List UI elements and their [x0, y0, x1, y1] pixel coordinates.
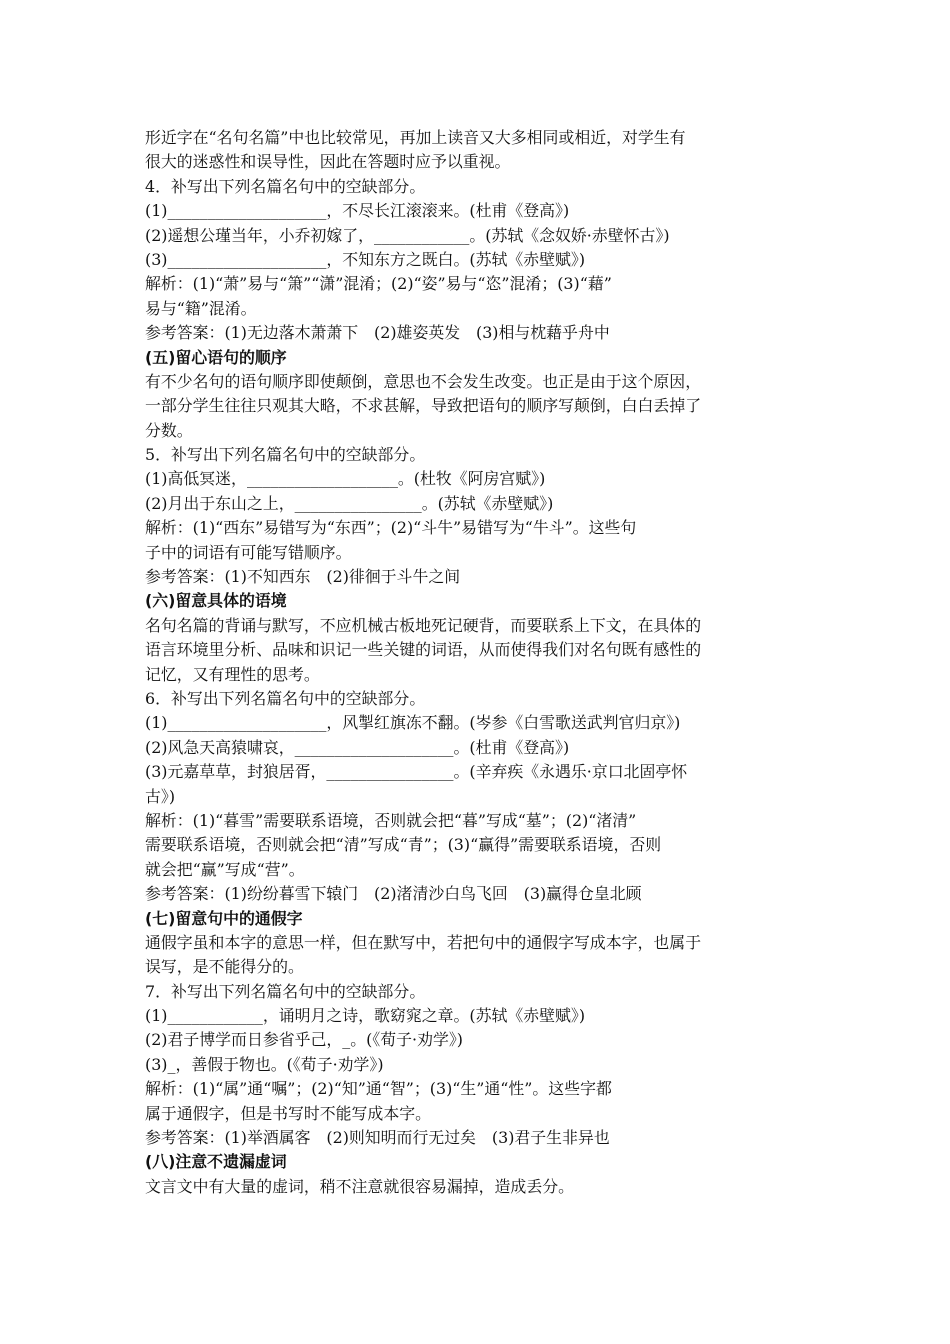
text-line: 属于通假字，但是书写时不能写成本字。	[145, 1103, 431, 1123]
text-line: 参考答案：(1)举酒属客 (2)则知明而行无过矣 (3)君子生非异也	[145, 1128, 610, 1148]
text-line: 子中的词语有可能写错顺序。	[145, 542, 352, 562]
text-line: 语言环境里分析、品味和识记一些关键的词语，从而使得我们对名句既有感性的	[145, 640, 702, 660]
text-line: 参考答案：(1)不知西东 (2)徘徊于斗牛之间	[145, 567, 461, 587]
text-line: 文言文中有大量的虚词，稍不注意就很容易漏掉，造成丢分。	[145, 1176, 574, 1196]
text-line: 4．补写出下列名篇名句中的空缺部分。	[145, 176, 426, 196]
text-line: (2)君子博学而日参省乎己，_。(《荀子·劝学》)	[145, 1030, 464, 1050]
text-line: 一部分学生往往只观其大略，不求甚解，导致把语句的顺序写颠倒，白白丢掉了	[145, 396, 702, 416]
text-line: 很大的迷惑性和误导性，因此在答题时应予以重视。	[145, 152, 511, 172]
text-line: 6．补写出下列名篇名句中的空缺部分。	[145, 688, 426, 708]
text-line: 解析：(1)“属”通“嘱”；(2)“知”通“智”；(3)“生”通“性”。这些字都	[145, 1079, 612, 1099]
text-line: (1)____________________，不尽长江滚滚来。(杜甫《登高》)	[145, 201, 570, 221]
text-line: 误写，是不能得分的。	[145, 957, 304, 977]
text-line: (1)____________，诵明月之诗，歌窈窕之章。(苏轼《赤壁赋》)	[145, 1006, 586, 1026]
text-line: 参考答案：(1)无边落木萧萧下 (2)雄姿英发 (3)相与枕藉乎舟中	[145, 323, 610, 343]
document-page	[145, 126, 815, 1199]
text-line: (3)_，善假于物也。(《荀子·劝学》)	[145, 1054, 384, 1074]
section-heading: (八)注意不遗漏虚词	[145, 1152, 287, 1172]
text-line: 解析：(1)“萧”易与“箫”“潇”混淆；(2)“姿”易与“恣”混淆；(3)“藉”	[145, 274, 612, 294]
text-line: 易与“籍”混淆。	[145, 298, 257, 318]
text-line: (3)元嘉草草，封狼居胥，________________。(辛弃疾《永遇乐·京口北固亭怀	[145, 762, 688, 782]
text-line: 参考答案：(1)纷纷暮雪下辕门 (2)渚清沙白鸟飞回 (3)赢得仓皇北顾	[145, 884, 642, 904]
text-line: 名句名篇的背诵与默写，不应机械古板地死记硬背，而要联系上下文，在具体的	[145, 615, 702, 635]
text-line: 解析：(1)“暮雪”需要联系语境，否则就会把“暮”写成“墓”；(2)“渚清”	[145, 810, 637, 830]
text-line: (2)风急天高猿啸哀，____________________。(杜甫《登高》)	[145, 737, 570, 757]
text-line: (2)遥想公瑾当年，小乔初嫁了，____________。(苏轼《念奴娇·赤壁怀古》)	[145, 225, 670, 245]
text-line: 就会把“赢”写成“营”。	[145, 859, 305, 879]
text-line: (2)月出于东山之上，________________。(苏轼《赤壁赋》)	[145, 493, 554, 513]
text-line: (1)高低冥迷，___________________。(杜牧《阿房宫赋》)	[145, 469, 546, 489]
text-line: 需要联系语境，否则就会把“清”写成“青”；(3)“赢得”需要联系语境，否则	[145, 835, 662, 855]
text-line: 有不少名句的语句顺序即使颠倒，意思也不会发生改变。也正是由于这个原因，	[145, 371, 702, 391]
text-line: 解析：(1)“西东”易错写为“东西”；(2)“斗牛”易错写为“牛斗”。这些句	[145, 518, 637, 538]
text-line: 形近字在“名句名篇”中也比较常见，再加上读音又大多相同或相近，对学生有	[145, 128, 686, 147]
text-line: 通假字虽和本字的意思一样，但在默写中，若把句中的通假字写成本字，也属于	[145, 932, 702, 952]
section-heading: (六)留意具体的语境	[145, 591, 287, 611]
text-line: 5．补写出下列名篇名句中的空缺部分。	[145, 445, 426, 465]
text-line: (1)____________________，风掣红旗冻不翻。(岑参《白雪歌送武判官归京》)	[145, 713, 681, 733]
text-line: (3)____________________，不知东方之既白。(苏轼《赤壁赋》)	[145, 249, 586, 269]
section-heading: (七)留意句中的通假字	[145, 908, 303, 928]
text-line: 记忆，又有理性的思考。	[145, 664, 320, 684]
text-line: 古》)	[145, 786, 176, 806]
section-heading: (五)留心语句的顺序	[145, 347, 287, 367]
text-line: 7．补写出下列名篇名句中的空缺部分。	[145, 981, 426, 1001]
text-line: 分数。	[145, 420, 193, 440]
